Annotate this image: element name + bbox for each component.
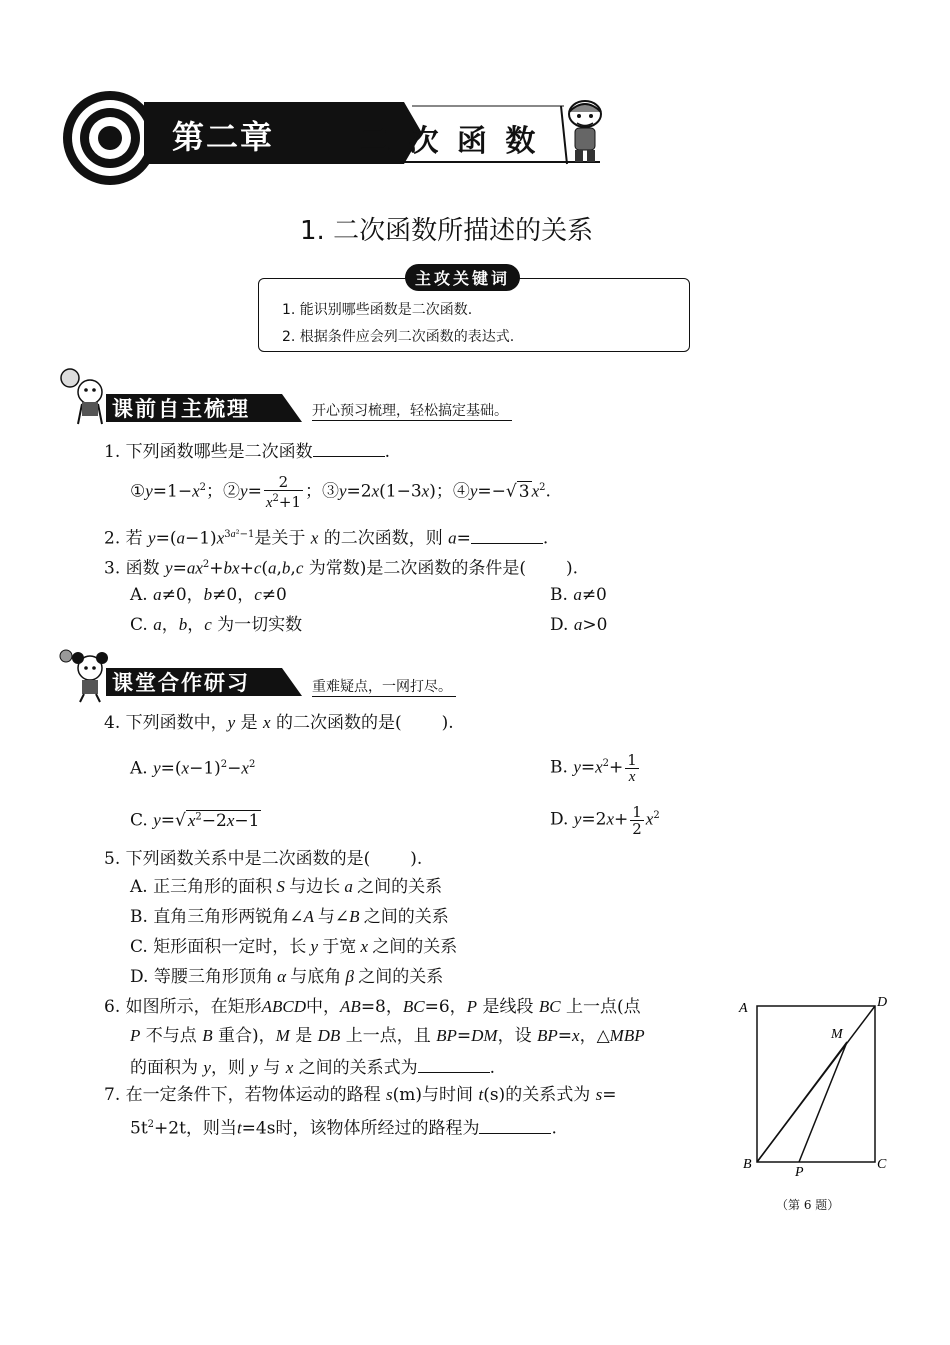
section1-title: 课前自主梳理 bbox=[112, 397, 250, 421]
q7-text-1b: (m)与时间 bbox=[392, 1085, 474, 1105]
section2-subtitle: 重难疑点，一网打尽。 bbox=[312, 676, 456, 697]
q1-number: 1. bbox=[104, 442, 121, 462]
q4-number: 4. bbox=[104, 713, 121, 733]
q4-option-d[interactable]: D. y=2x+ $\frac{1}{2}$ $x^2$ bbox=[550, 802, 660, 838]
q5-option-d[interactable]: D. 等腰三角形顶角 α 与底角 β 之间的关系 bbox=[130, 967, 444, 987]
q6-text-1a: 如图所示，在矩形 bbox=[125, 997, 262, 1017]
q5-option-c-text3: 之间的关系 bbox=[372, 937, 458, 957]
q6-text-1d: ， bbox=[449, 997, 467, 1017]
key-points-badge: 主攻关键词 bbox=[405, 264, 520, 291]
q6-text-2f: ，△ bbox=[579, 1026, 610, 1046]
q7-text-2b: 时，该物体所经过的路程为 bbox=[275, 1118, 480, 1139]
q1-stem: 下列函数哪些是二次函数 bbox=[125, 442, 313, 462]
mascot-ball-icon bbox=[56, 366, 112, 428]
q6-text-3a: 的面积为 bbox=[130, 1058, 198, 1078]
q5-stem: 下列函数关系中是二次函数的是( bbox=[125, 849, 371, 869]
mascot-explorer-icon bbox=[555, 96, 615, 166]
q4-pre: 下列函数中， bbox=[125, 713, 228, 733]
section2-banner bbox=[106, 668, 526, 698]
q4-mid: 是 bbox=[240, 713, 258, 733]
q3-option-a[interactable]: A. a≠0，b≠0，c≠0 bbox=[130, 585, 287, 605]
q6-text-2d: 上一点，且 bbox=[345, 1026, 431, 1046]
q4-option-c-label: C. bbox=[130, 810, 148, 831]
key-point-1: 1. 能识别哪些函数是二次函数. bbox=[282, 302, 473, 318]
segment-mb bbox=[757, 1042, 847, 1162]
section1-subtitle: 开心预习梳理，轻松搞定基础。 bbox=[312, 400, 512, 421]
label-m: M bbox=[831, 1027, 843, 1042]
q1-blank[interactable] bbox=[313, 438, 385, 457]
key-point-2: 2. 根据条件应会列二次函数的表达式. bbox=[282, 329, 515, 345]
question-6-line-2: P 不与点 B 重合)，M 是 DB 上一点，且 BP=DM，设 BP=x，△MBP bbox=[130, 1026, 645, 1046]
q7-text-2a: ，则当 bbox=[185, 1118, 237, 1139]
q5-option-d-text: 等腰三角形顶角 bbox=[153, 967, 273, 987]
q5-option-a-text: 正三角形的面积 bbox=[153, 877, 273, 897]
q6-blank[interactable] bbox=[418, 1054, 490, 1073]
q5-option-b[interactable]: B. 直角三角形两锐角∠A 与∠B 之间的关系 bbox=[130, 907, 449, 927]
q5-option-c[interactable]: C. 矩形面积一定时，长 y 于宽 x 之间的关系 bbox=[130, 937, 458, 957]
q5-option-c-text2: 于宽 bbox=[322, 937, 357, 957]
section1-banner bbox=[106, 394, 566, 424]
rectangle-figure bbox=[735, 990, 895, 1220]
q5-number: 5. bbox=[104, 849, 121, 869]
q5-option-d-text2: 与底角 bbox=[290, 967, 342, 987]
chapter-title: 二 次 函 数 bbox=[360, 124, 540, 159]
q6-text-2c: 是 bbox=[295, 1026, 313, 1046]
q3-option-b[interactable]: B. a≠0 bbox=[550, 585, 607, 605]
mascot-microphone-icon bbox=[56, 646, 112, 704]
q3-end: ). bbox=[566, 558, 579, 579]
question-7-line-1: 7. 在一定条件下，若物体运动的路程 s(m)与时间 t(s)的关系式为 s= bbox=[104, 1085, 617, 1105]
q3-option-c-label: C. bbox=[130, 615, 148, 635]
q2-pre: 若 bbox=[125, 528, 143, 549]
q3-pre: 函数 bbox=[125, 558, 160, 579]
q6-text-3d: 之间的关系式为 bbox=[298, 1058, 418, 1078]
q6-text-1b: 中， bbox=[306, 997, 341, 1017]
q6-text-1c: ， bbox=[385, 997, 403, 1017]
q5-option-c-label: C. bbox=[130, 937, 148, 957]
q3-mid: 为常数)是二次函数的条件是( bbox=[308, 558, 527, 579]
q2-blank[interactable] bbox=[471, 525, 543, 544]
q6-end: . bbox=[489, 1058, 496, 1078]
question-1 bbox=[104, 438, 390, 463]
chapter-header bbox=[60, 88, 620, 188]
q4-option-c[interactable]: C. y=√ $x^2-2x-1$ bbox=[130, 810, 260, 831]
q6-text-1f: 上一点(点 bbox=[566, 997, 641, 1017]
segment-mp bbox=[799, 1042, 847, 1162]
q2-mid2: 的二次函数，则 bbox=[323, 528, 443, 549]
q2-mid: 是关于 bbox=[254, 528, 306, 549]
q4-option-b-label: B. bbox=[550, 757, 568, 778]
q3-option-d[interactable]: D. a>0 bbox=[550, 615, 608, 635]
q4-option-b[interactable]: B. $y=x^2+$ $\frac{1}{x}$ bbox=[550, 750, 637, 785]
q2-end: . bbox=[542, 528, 549, 549]
q7-end: . bbox=[551, 1118, 557, 1139]
q2-number: 2. bbox=[104, 528, 121, 549]
q1-options: $①y=1-x^2$；②y= $\frac{2}{x^2+1}$ ；③y=2x(1−3x)；④y=−√ 3 $x^2$. bbox=[130, 472, 551, 511]
q6-text-3c: 与 bbox=[263, 1058, 281, 1078]
q5-end: ). bbox=[410, 849, 423, 869]
section2-title: 课堂合作研习 bbox=[112, 671, 250, 695]
q6-number: 6. bbox=[104, 997, 121, 1017]
figure-caption: （第 6 题） bbox=[776, 1198, 840, 1212]
label-a: A bbox=[739, 1001, 748, 1016]
q3-option-d-label: D. bbox=[550, 615, 569, 635]
q6-text-3b: ，则 bbox=[210, 1058, 245, 1078]
chapter-number: 第二章 bbox=[172, 118, 275, 156]
q5-option-b-label: B. bbox=[130, 907, 148, 927]
q4-option-a-label: A. bbox=[130, 758, 148, 779]
q3-option-a-label: A. bbox=[130, 585, 148, 605]
q5-option-c-text: 矩形面积一定时，长 bbox=[153, 937, 307, 957]
q3-number: 3. bbox=[104, 558, 121, 579]
label-d: D bbox=[877, 995, 888, 1010]
question-2: 2. 若 $y=(a-1)x^{3a^2-1}$是关于 x 的二次函数，则 a= . bbox=[104, 524, 548, 550]
q1-end: . bbox=[384, 442, 391, 462]
q6-text-1e: 是线段 bbox=[482, 997, 534, 1017]
q5-option-b-text2: 与∠ bbox=[317, 907, 350, 927]
q3-option-c[interactable]: C. a，b，c 为一切实数 bbox=[130, 615, 303, 635]
q5-option-b-text: 直角三角形两锐角∠ bbox=[153, 907, 304, 927]
q5-option-a[interactable]: A. 正三角形的面积 S 与边长 a 之间的关系 bbox=[130, 877, 443, 897]
q7-text-1c: (s)的关系式为 bbox=[483, 1085, 591, 1105]
q7-blank[interactable] bbox=[479, 1115, 551, 1134]
q7-text-1a: 在一定条件下，若物体运动的路程 bbox=[125, 1085, 381, 1105]
q6-text-2b: 重合)， bbox=[218, 1026, 276, 1046]
q7-number: 7. bbox=[104, 1085, 121, 1105]
q3-option-c-text: 为一切实数 bbox=[217, 615, 303, 635]
q4-option-a[interactable]: A. $y=(x-1)^2-x^2$ bbox=[130, 758, 256, 779]
label-b: B bbox=[743, 1157, 752, 1172]
q3-option-b-label: B. bbox=[550, 585, 568, 605]
question-6-line-1: 6. 如图所示，在矩形ABCD中，AB=8，BC=6，P 是线段 BC 上一点(点 bbox=[104, 997, 641, 1017]
q5-option-d-label: D. bbox=[130, 967, 149, 987]
q5-option-a-text2: 与边长 bbox=[289, 877, 341, 897]
q4-mid2: 的二次函数的是( bbox=[275, 713, 402, 733]
q6-text-2a: 不与点 bbox=[145, 1026, 197, 1046]
q5-option-a-text3: 之间的关系 bbox=[357, 877, 443, 897]
question-5 bbox=[104, 848, 422, 870]
label-p: P bbox=[795, 1165, 804, 1180]
q4-option-d-label: D. bbox=[550, 809, 569, 830]
q6-text-2e: ，设 bbox=[497, 1026, 532, 1046]
question-3: 3. 函数 $y=ax^2+bx+c(a,b,c$ 为常数)是二次函数的条件是( ). bbox=[104, 558, 579, 579]
q4-end: ). bbox=[441, 713, 454, 733]
question-6-line-3: 的面积为 y，则 y 与 x 之间的关系式为 . bbox=[130, 1054, 495, 1079]
question-4: 4. 下列函数中，y 是 x 的二次函数的是( ). bbox=[104, 713, 454, 733]
q5-option-d-text3: 之间的关系 bbox=[358, 967, 444, 987]
q5-option-b-text3: 之间的关系 bbox=[363, 907, 449, 927]
question-7-line-2: $5t^2+2t$，则当t=4s时，该物体所经过的路程为 . bbox=[130, 1114, 557, 1140]
q5-option-a-label: A. bbox=[130, 877, 148, 897]
lesson-title: 1. 二次函数所描述的关系 bbox=[300, 216, 594, 246]
label-c: C bbox=[877, 1157, 887, 1172]
